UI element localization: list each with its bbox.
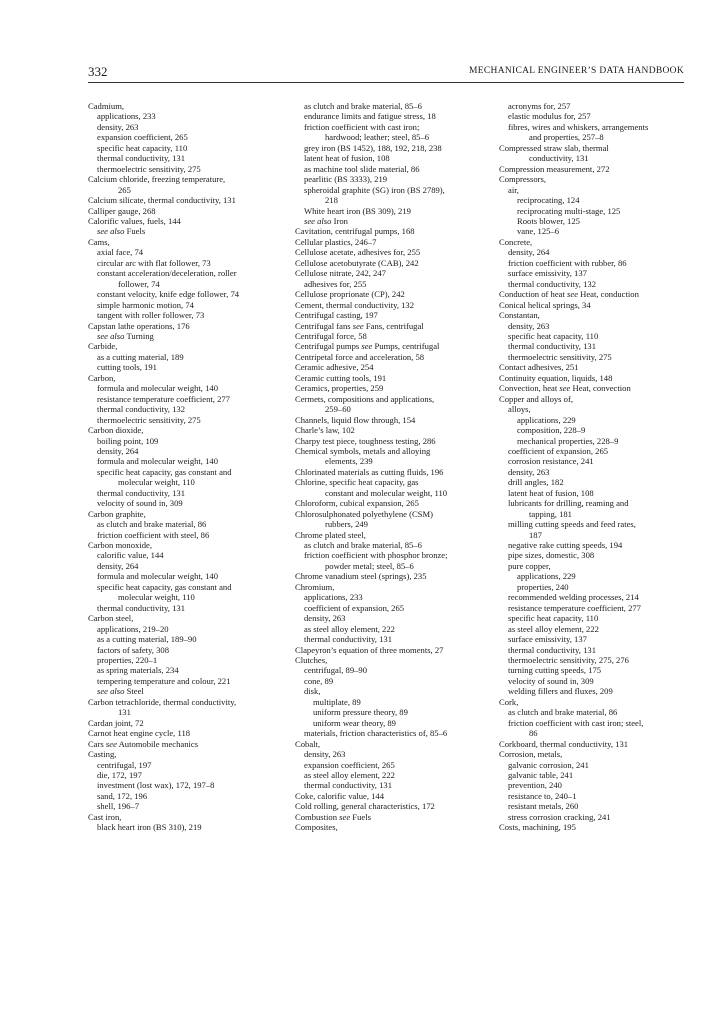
index-subentry: as a cutting material, 189–90 (97, 634, 197, 645)
index-heading: Copper and alloys of, (499, 393, 573, 404)
index-subentry: specific heat capacity, 110 (508, 330, 599, 341)
index-subentry: fibres, wires and whiskers, arrangements (508, 121, 649, 132)
index-subentry: see also Steel (97, 686, 144, 697)
index-subentry: 218 (325, 195, 338, 206)
index-heading: Cavitation, centrifugal pumps, 168 (295, 226, 415, 237)
index-subentry: centrifugal, 197 (97, 759, 152, 770)
index-subentry: powder metal; steel, 85–6 (325, 560, 414, 571)
index-subentry: 86 (529, 728, 538, 739)
index-subentry: black heart iron (BS 310), 219 (97, 822, 202, 833)
index-subentry: 265 (118, 184, 131, 195)
index-subentry: mechanical properties, 228–9 (517, 435, 619, 446)
index-subentry: applications, 219–20 (97, 623, 169, 634)
index-heading: Corkboard, thermal conductivity, 131 (499, 738, 629, 749)
index-subentry: pure copper, (508, 560, 551, 571)
index-subentry: specific heat capacity, gas constant and (97, 466, 232, 477)
index-subentry: welding fillers and fluxes, 209 (508, 686, 613, 697)
index-subentry: as a cutting material, 189 (97, 351, 184, 362)
index-subentry: air, (508, 184, 519, 195)
index-heading: Channels, liquid flow through, 154 (295, 414, 416, 425)
index-subentry: tempering temperature and colour, 221 (97, 675, 231, 686)
index-heading: Compression measurement, 272 (499, 163, 610, 174)
index-subentry: velocity of sound in, 309 (97, 498, 183, 509)
index-heading: Ceramic cutting tools, 191 (295, 372, 387, 383)
index-heading: Carbon graphite, (88, 508, 146, 519)
index-heading: Centrifugal casting, 197 (295, 310, 378, 321)
index-subentry: applications, 229 (517, 414, 576, 425)
index-subentry: constant and molecular weight, 110 (325, 487, 448, 498)
index-heading: Conical helical springs, 34 (499, 299, 591, 310)
index-subentry: formula and molecular weight, 140 (97, 571, 218, 582)
index-heading: Cellulose acetate, adhesives for, 255 (295, 247, 421, 258)
index-subentry: materials, friction characteristics of, 85–6 (304, 728, 448, 739)
index-heading: Carbon steel, (88, 613, 134, 624)
page-number: 332 (88, 64, 108, 79)
index-heading: Charpy test piece, toughness testing, 286 (295, 435, 436, 446)
index-subentry: galvanic corrosion, 241 (508, 759, 589, 770)
index-heading: Costs, machining, 195 (499, 822, 576, 833)
index-subentry: surface emissivity, 137 (508, 634, 587, 645)
index-heading: Chloroform, cubical expansion, 265 (295, 498, 419, 509)
index-subentry: cone, 89 (304, 675, 334, 686)
index-heading: Clapeyron’s equation of three moments, 27 (295, 644, 444, 655)
index-subentry: properties, 220–1 (97, 655, 158, 666)
index-column-1 (88, 101, 288, 833)
index-subentry: see also Fuels (97, 226, 146, 237)
index-subentry: factors of safety, 308 (97, 644, 169, 655)
index-heading: Centrifugal fans see Fans, centrifugal (295, 320, 424, 331)
index-subentry: friction coefficient with steel, 86 (97, 529, 210, 540)
index-heading: Cork, (499, 696, 519, 707)
index-column-3 (499, 101, 699, 833)
index-subentry: reciprocating, 124 (517, 195, 580, 206)
index-subentry: density, 263 (508, 466, 550, 477)
index-heading: Carbon, (88, 372, 116, 383)
index-heading: Constantan, (499, 310, 540, 321)
index-subentry: specific heat capacity, gas constant and (97, 581, 232, 592)
index-subentry: thermal conductivity, 131 (97, 153, 185, 164)
index-heading: Carbon dioxide, (88, 425, 144, 436)
index-subentry: stress corrosion cracking, 241 (508, 811, 611, 822)
index-heading: Compressed straw slab, thermal (499, 142, 609, 153)
index-subentry: disk, (304, 686, 321, 697)
index-subentry: resistant metals, 260 (508, 801, 579, 812)
index-subentry: friction coefficient with rubber, 86 (508, 257, 627, 268)
index-subentry: uniform wear theory, 89 (313, 717, 396, 728)
index-heading: Calcium chloride, freezing temperature, (88, 174, 226, 185)
index-subentry: see also Turning (97, 330, 154, 341)
index-subentry: thermoelectric sensitivity, 275 (97, 163, 201, 174)
index-subentry: tangent with roller follower, 73 (97, 310, 205, 321)
index-subentry: thermal conductivity, 131 (508, 644, 596, 655)
index-subentry: properties, 240 (517, 581, 569, 592)
index-subentry: thermoelectric sensitivity, 275, 276 (508, 655, 629, 666)
index-subentry: follower, 74 (118, 278, 160, 289)
index-subentry: spheroidal graphite (SG) iron (BS 2789), (304, 184, 445, 195)
index-subentry: formula and molecular weight, 140 (97, 383, 218, 394)
index-subentry: density, 263 (508, 320, 550, 331)
index-subentry: milling cutting speeds and feed rates, (508, 519, 636, 530)
index-heading: Cellulose proprionate (CP), 242 (295, 289, 405, 300)
index-subentry: vane, 125–6 (517, 226, 560, 237)
index-subentry: elements, 239 (325, 456, 373, 467)
index-heading: Convection, heat see Heat, convection (499, 383, 631, 394)
index-heading: Calcium silicate, thermal conductivity, 131 (88, 195, 236, 206)
index-subentry: boiling point, 109 (97, 435, 159, 446)
index-subentry: die, 172, 197 (97, 770, 142, 780)
index-subentry: multiplate, 89 (313, 696, 361, 707)
index-subentry: thermoelectric sensitivity, 275 (97, 414, 201, 425)
index-subentry: as steel alloy element, 222 (304, 623, 395, 634)
index-subentry: investment (lost wax), 172, 197–8 (97, 780, 215, 791)
index-heading: Combustion see Fuels (295, 811, 371, 822)
index-heading: Compressors, (499, 174, 547, 185)
index-heading: Cobalt, (295, 738, 321, 749)
index-heading: Concrete, (499, 236, 533, 247)
index-heading: Cars see Automobile mechanics (88, 738, 199, 749)
index-heading: Cast iron, (88, 811, 122, 822)
index-subentry: composition, 228–9 (517, 425, 586, 436)
index-subentry: resistance temperature coefficient, 277 (97, 393, 230, 404)
index-heading: Chlorosulphonated polyethylene (CSM) (295, 508, 433, 519)
index-heading: Continuity equation, liquids, 148 (499, 372, 613, 383)
index-heading: Cellulose nitrate, 242, 247 (295, 268, 386, 279)
index-heading: Chemical symbols, metals and alloying (295, 445, 431, 456)
index-heading: Chrome plated steel, (295, 529, 366, 540)
index-subentry: thermal conductivity, 132 (97, 404, 185, 415)
index-subentry: grey iron (BS 1452), 188, 192, 218, 238 (304, 142, 442, 153)
index-heading: Composites, (295, 822, 338, 833)
index-subentry: as clutch and brake material, 86 (97, 519, 207, 530)
index-subentry: lubricants for drilling, reaming and (508, 498, 629, 509)
index-subentry: galvanic table, 241 (508, 770, 574, 780)
index-subentry: as clutch and brake material, 85–6 (304, 101, 422, 111)
index-subentry: formula and molecular weight, 140 (97, 456, 218, 467)
index-subentry: drill angles, 182 (508, 477, 564, 488)
index-subentry: density, 264 (97, 445, 139, 456)
index-subentry: circular arc with flat follower, 73 (97, 257, 211, 268)
index-heading: Conduction of heat see Heat, conduction (499, 289, 639, 300)
index-subentry: pipe sizes, domestic, 308 (508, 550, 595, 561)
index-heading: Calliper gauge, 268 (88, 205, 156, 216)
index-heading: Carbon monoxide, (88, 540, 152, 551)
index-subentry: pearlitic (BS 3333), 219 (304, 174, 388, 185)
index-subentry: friction coefficient with cast iron; (304, 121, 420, 132)
index-heading: Coke, calorific value, 144 (295, 790, 385, 801)
index-subentry: thermal conductivity, 131 (508, 341, 596, 352)
index-subentry: specific heat capacity, 110 (508, 613, 599, 624)
index-heading: Centrifugal pumps see Pumps, centrifugal (295, 341, 440, 352)
index-subentry: thermal conductivity, 132 (508, 278, 596, 289)
index-subentry: specific heat capacity, 110 (97, 142, 188, 153)
index-subentry: calorific value, 144 (97, 550, 164, 561)
index-subentry: rubbers, 249 (325, 519, 368, 530)
index-subentry: molecular weight, 110 (118, 477, 195, 488)
index-heading: Centrifugal force, 58 (295, 330, 367, 341)
index-heading: Capstan lathe operations, 176 (88, 320, 190, 331)
index-subentry: constant velocity, knife edge follower, 74 (97, 289, 240, 300)
index-subentry: alloys, (508, 404, 531, 415)
index-heading: Corrosion, metals, (499, 749, 563, 760)
index-heading: Ceramic adhesive, 254 (295, 362, 374, 373)
index-subentry: Roots blower, 125 (517, 215, 580, 226)
index-heading: Calorific values, fuels, 144 (88, 215, 181, 226)
index-heading: Cold rolling, general characteristics, 172 (295, 801, 435, 812)
index-subentry: surface emissivity, 137 (508, 268, 587, 279)
index-subentry: White heart iron (BS 309), 219 (304, 205, 411, 216)
running-title: MECHANICAL ENGINEER’S DATA HANDBOOK (469, 66, 684, 76)
index-subentry: coefficient of expansion, 265 (508, 445, 609, 456)
index-subentry: expansion coefficient, 265 (97, 132, 188, 143)
index-heading: Charle’s law, 102 (295, 425, 355, 436)
index-subentry: thermal conductivity, 131 (304, 634, 392, 645)
index-subentry: applications, 229 (517, 571, 576, 582)
index-subentry: sand, 172, 196 (97, 790, 148, 801)
index-subentry: reciprocating multi-stage, 125 (517, 205, 621, 216)
index-subentry: conductivity, 131 (529, 153, 589, 164)
index-subentry: latent heat of fusion, 108 (304, 153, 390, 164)
index-subentry: density, 264 (97, 560, 139, 571)
index-subentry: density, 263 (304, 613, 346, 624)
index-subentry: uniform pressure theory, 89 (313, 707, 408, 718)
index-subentry: thermoelectric sensitivity, 275 (508, 351, 612, 362)
index-subentry: density, 264 (508, 247, 550, 258)
index-subentry: expansion coefficient, 265 (304, 759, 395, 770)
index-subentry: 259–60 (325, 404, 351, 415)
index-subentry: hardwood; leather; steel, 85–6 (325, 132, 430, 143)
index-subentry: density, 263 (97, 121, 139, 132)
index-subentry: as spring materials, 234 (97, 665, 179, 676)
index-heading: Carbide, (88, 341, 118, 352)
index-subentry: as steel alloy element, 222 (304, 770, 395, 780)
index-subentry: and properties, 257–8 (529, 132, 604, 143)
header-rule (88, 82, 684, 83)
index-subentry: centrifugal, 89–90 (304, 665, 368, 676)
index-subentry: as clutch and brake material, 85–6 (304, 540, 422, 551)
index-heading: Cement, thermal conductivity, 132 (295, 299, 415, 310)
index-heading: Chromium, (295, 581, 335, 592)
index-subentry: corrosion resistance, 241 (508, 456, 594, 467)
index-heading: Carnot heat engine cycle, 118 (88, 728, 191, 739)
index-heading: Carbon tetrachloride, thermal conductivity, (88, 696, 237, 707)
index-heading: Contact adhesives, 251 (499, 362, 579, 373)
index-subentry: coefficient of expansion, 265 (304, 602, 405, 613)
index-subentry: resistance temperature coefficient, 277 (508, 602, 641, 613)
index-heading: Casting, (88, 749, 117, 760)
index-subentry: constant acceleration/deceleration, roller (97, 268, 237, 279)
index-subentry: resistance to, 240–1 (508, 790, 577, 801)
index-heading: Cermets, compositions and applications, (295, 393, 435, 404)
index-subentry: adhesives for, 255 (304, 278, 367, 289)
index-subentry: 187 (529, 529, 542, 540)
index-heading: Cadmium, (88, 101, 125, 111)
index-subentry: tapping, 181 (529, 508, 572, 519)
index-heading: Cellular plastics, 246–7 (295, 236, 377, 247)
index-subentry: applications, 233 (304, 592, 363, 603)
index-subentry: thermal conductivity, 131 (97, 602, 185, 613)
index-subentry: turning cutting speeds, 175 (508, 665, 602, 676)
index-subentry: thermal conductivity, 131 (304, 780, 392, 791)
index-subentry: simple harmonic motion, 74 (97, 299, 194, 310)
index-heading: Chlorine, specific heat capacity, gas (295, 477, 419, 488)
index-subentry: latent heat of fusion, 108 (508, 487, 594, 498)
index-heading: Chrome vanadium steel (springs), 235 (295, 571, 427, 582)
index-heading: Centripetal force and acceleration, 58 (295, 351, 425, 362)
index-heading: Cardan joint, 72 (88, 717, 144, 728)
index-subentry: shell, 196–7 (97, 801, 140, 812)
index-subentry: velocity of sound in, 309 (508, 675, 594, 686)
page-header (88, 64, 684, 80)
index-subentry: molecular weight, 110 (118, 592, 195, 603)
index-subentry: cutting tools, 191 (97, 362, 157, 373)
index-column-2 (295, 101, 495, 833)
index-subentry: prevention, 240 (508, 780, 562, 791)
index-subentry: friction coefficient with cast iron; steel, (508, 717, 644, 728)
index-heading: Clutches, (295, 655, 328, 666)
index-subentry: as steel alloy element, 222 (508, 623, 599, 634)
index-heading: Ceramics, properties, 259 (295, 383, 384, 394)
index-subentry: thermal conductivity, 131 (97, 487, 185, 498)
index-subentry: acronyms for, 257 (508, 101, 571, 111)
index-subentry: negative rake cutting speeds, 194 (508, 540, 623, 551)
index-subentry: endurance limits and fatigue stress, 18 (304, 111, 436, 122)
index-subentry: 131 (118, 707, 131, 718)
index-subentry: as machine tool slide material, 86 (304, 163, 420, 174)
index-subentry: axial face, 74 (97, 247, 144, 258)
index-subentry: density, 263 (304, 749, 346, 760)
index-subentry: recommended welding processes, 214 (508, 592, 639, 603)
index-heading: Chlorinated materials as cutting fluids, 196 (295, 466, 444, 477)
index-subentry: see also Iron (304, 215, 348, 226)
index-heading: Cellulose acetobutyrate (CAB), 242 (295, 257, 419, 268)
index-subentry: elastic modulus for, 257 (508, 111, 591, 122)
index-subentry: as clutch and brake material, 86 (508, 707, 618, 718)
index-subentry: applications, 233 (97, 111, 156, 122)
index-subentry: friction coefficient with phosphor bronze; (304, 550, 448, 561)
index-heading: Cams, (88, 236, 110, 247)
